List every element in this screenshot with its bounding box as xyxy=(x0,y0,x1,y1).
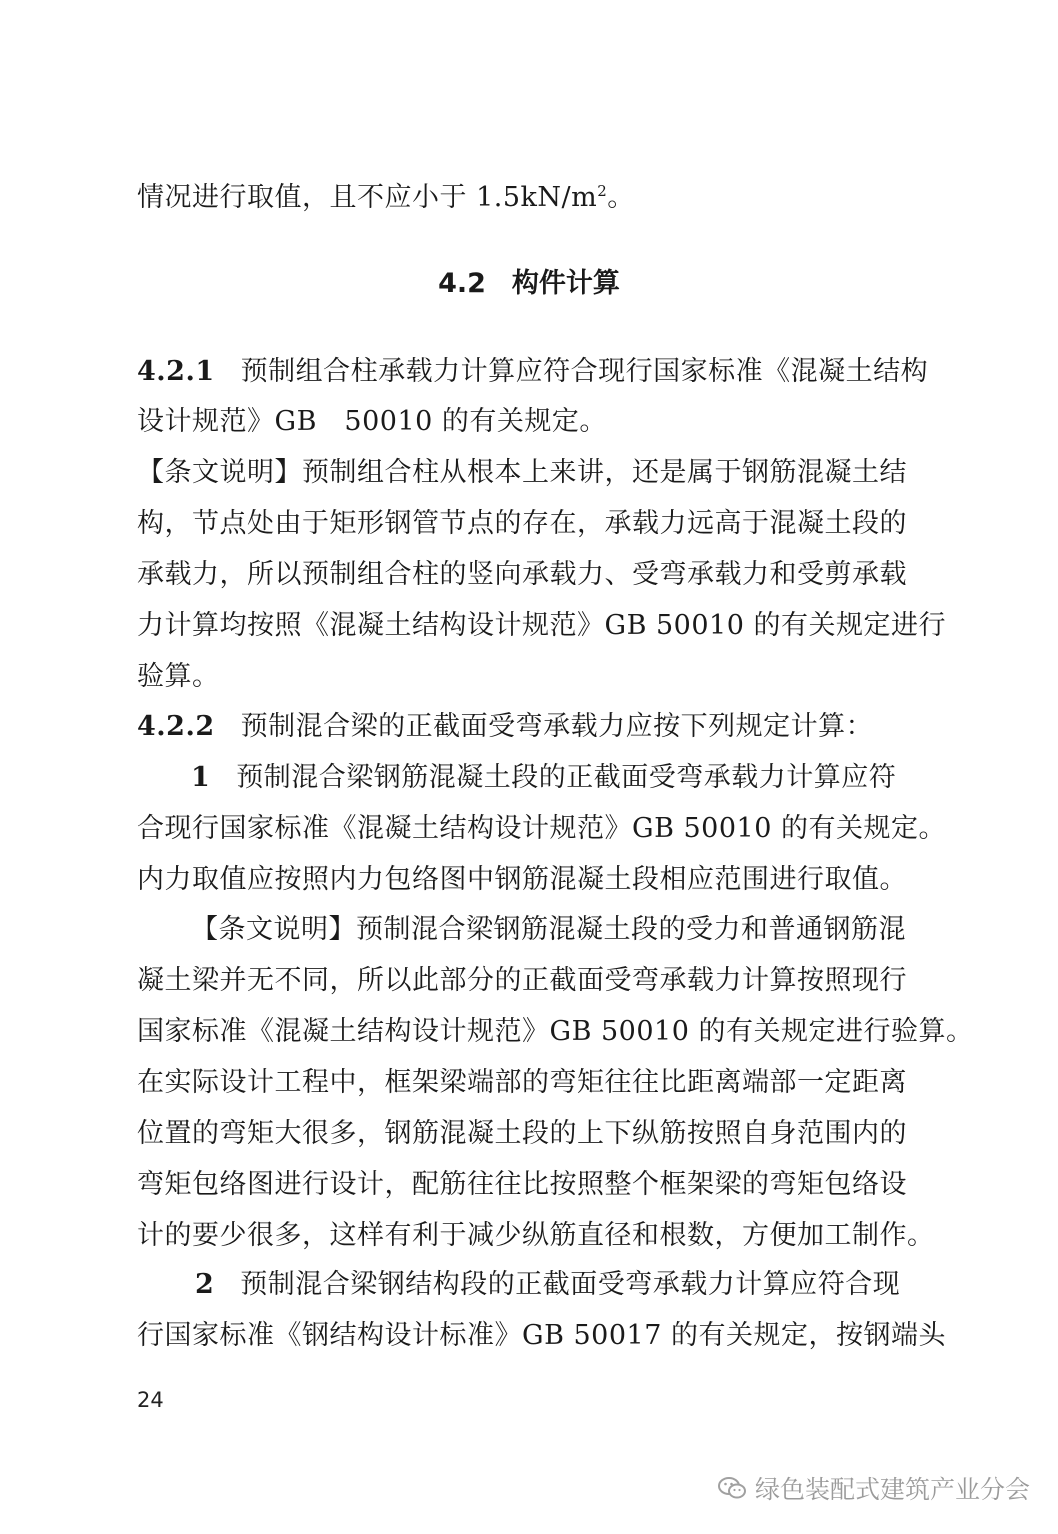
item-number: 2 xyxy=(195,1269,215,1300)
text-run: 预制组合柱承载力计算应符合现行国家标准《混凝土结构 xyxy=(240,356,929,387)
text-run: 预制混合梁的正截面受弯承载力应按下列规定计算： xyxy=(240,711,874,742)
text-run: 预制混合梁钢结构段的正截面受弯承载力计算应符合现 xyxy=(240,1269,901,1300)
text-run: 。 xyxy=(607,182,635,213)
clause-number: 4.2.1 xyxy=(137,356,215,387)
clause-4-2-2-line-1 xyxy=(137,709,927,745)
superscript: 2 xyxy=(597,182,608,200)
watermark xyxy=(717,1470,1030,1506)
clause-4-2-1-line-1 xyxy=(137,354,927,390)
text-run: 情况进行取值，且不应小于 1.5kN/m xyxy=(137,182,598,213)
item-number: 1 xyxy=(191,762,211,793)
explanation-2-line-3: 国家标准《混凝土结构设计规范》GB 50010 的有关规定进行验算。 xyxy=(137,1016,974,1047)
section-number: 4.2 xyxy=(438,268,486,299)
body-line-1 xyxy=(137,180,927,216)
clause-4-2-1-line-2: 设计规范》GB 50010 的有关规定。 xyxy=(137,406,607,437)
explanation-1-line-2: 构，节点处由于矩形钢管节点的存在，承载力远高于混凝土段的 xyxy=(137,508,907,539)
page-number: 24 xyxy=(137,1388,164,1412)
explanation-2-line-2: 凝土梁并无不同，所以此部分的正截面受弯承载力计算按照现行 xyxy=(137,965,907,996)
explanation-2-line-5: 位置的弯矩大很多，钢筋混凝土段的上下纵筋按照自身范围内的 xyxy=(137,1118,907,1149)
section-heading xyxy=(0,266,1058,302)
text-run: 【条文说明】预制混合梁钢筋混凝土段的受力和普通钢筋混 xyxy=(191,914,906,945)
explanation-1-line-5: 验算。 xyxy=(137,661,220,692)
watermark-text: 绿色装配式建筑产业分会 xyxy=(754,1475,1030,1504)
explanation-1-line-1: 【条文说明】预制组合柱从根本上来讲，还是属于钢筋混凝土结 xyxy=(137,457,907,488)
wechat-icon xyxy=(717,1475,747,1501)
clause-number: 4.2.2 xyxy=(137,711,215,742)
item-2-line-1 xyxy=(137,1267,927,1303)
item-1-line-2: 合现行国家标准《混凝土结构设计规范》GB 50010 的有关规定。 xyxy=(137,813,946,844)
explanation-1-line-3: 承载力，所以预制组合柱的竖向承载力、受弯承载力和受剪承载 xyxy=(137,559,907,590)
explanation-2-line-6: 弯矩包络图进行设计，配筋往往比按照整个框架梁的弯矩包络设 xyxy=(137,1169,907,1200)
section-title: 构件计算 xyxy=(511,268,620,299)
item-1-line-3: 内力取值应按照内力包络图中钢筋混凝土段相应范围进行取值。 xyxy=(137,864,907,895)
text-run: 预制混合梁钢筋混凝土段的正截面受弯承载力计算应符 xyxy=(236,762,897,793)
explanation-2-line-4: 在实际设计工程中，框架梁端部的弯矩往往比距离端部一定距离 xyxy=(137,1067,907,1098)
item-2-line-2: 行国家标准《钢结构设计标准》GB 50017 的有关规定，按钢端头 xyxy=(137,1320,946,1351)
explanation-1-line-4: 力计算均按照《混凝土结构设计规范》GB 50010 的有关规定进行 xyxy=(137,610,946,641)
explanation-2-line-1 xyxy=(137,912,927,948)
item-1-line-1 xyxy=(137,760,927,796)
explanation-2-line-7: 计的要少很多，这样有利于减少纵筋直径和根数，方便加工制作。 xyxy=(137,1220,935,1251)
